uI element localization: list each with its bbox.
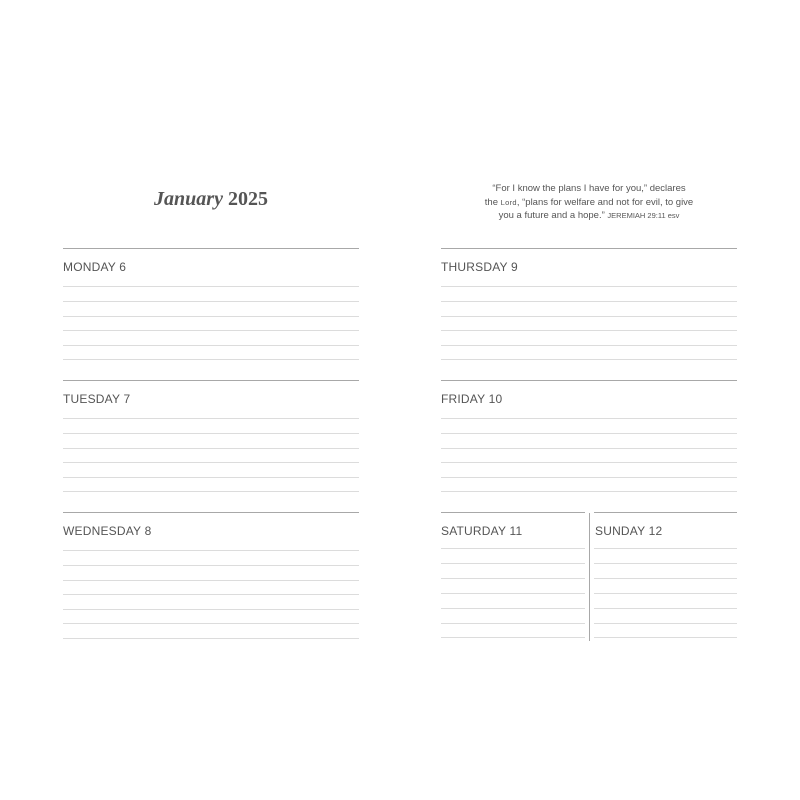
writing-line: [594, 578, 737, 579]
writing-line: [594, 563, 737, 564]
writing-line: [63, 462, 359, 463]
day-section-sunday[interactable]: [594, 512, 737, 641]
writing-line: [441, 593, 585, 594]
writing-line: [594, 623, 737, 624]
day-label: WEDNESDAY 8: [63, 524, 152, 538]
writing-line: [63, 433, 359, 434]
writing-line: [63, 418, 359, 419]
day-section-tuesday[interactable]: [63, 380, 359, 513]
quote-version: esv: [667, 211, 680, 220]
month-title: [63, 188, 359, 211]
writing-line: [441, 462, 737, 463]
writing-line: [63, 301, 359, 302]
writing-line: [594, 548, 737, 549]
writing-line: [63, 638, 359, 639]
writing-line: [441, 301, 737, 302]
day-section-friday[interactable]: [441, 380, 737, 513]
writing-line: [63, 623, 359, 624]
writing-line: [63, 594, 359, 595]
day-section-saturday[interactable]: [441, 512, 585, 641]
day-section-thursday[interactable]: [441, 248, 737, 381]
writing-line: [441, 608, 585, 609]
writing-line: [441, 330, 737, 331]
quote-line-3: you a future and a hope.”: [498, 210, 608, 221]
writing-line: [441, 433, 737, 434]
writing-line: [63, 330, 359, 331]
day-section-monday[interactable]: [63, 248, 359, 381]
writing-line: [63, 609, 359, 610]
writing-line: [441, 548, 585, 549]
writing-line: [594, 608, 737, 609]
writing-line: [63, 477, 359, 478]
writing-line: [594, 637, 737, 638]
writing-line: [441, 491, 737, 492]
month-name: January: [154, 188, 223, 210]
writing-line: [441, 448, 737, 449]
writing-line: [63, 491, 359, 492]
day-label: SATURDAY 11: [441, 524, 523, 538]
quote-lord: Lord: [500, 197, 517, 207]
writing-line: [594, 593, 737, 594]
year: 2025: [227, 188, 268, 210]
day-label: THURSDAY 9: [441, 260, 518, 274]
quote-line-1: “For I know the plans I have for you,” declares: [492, 183, 686, 194]
writing-line: [63, 316, 359, 317]
writing-line: [441, 359, 737, 360]
writing-line: [441, 578, 585, 579]
quote-line-2-start: the: [484, 196, 501, 208]
quote-line-2-end: , “plans for welfare and not for evil, to give: [516, 196, 694, 208]
writing-line: [441, 637, 585, 638]
day-label: FRIDAY 10: [441, 392, 503, 406]
day-section-wednesday[interactable]: [63, 512, 359, 641]
writing-line: [441, 477, 737, 478]
writing-line: [63, 550, 359, 551]
writing-line: [63, 345, 359, 346]
writing-line: [441, 316, 737, 317]
day-label: MONDAY 6: [63, 260, 127, 274]
quote-reference: JEREMIAH 29:11: [607, 211, 668, 220]
writing-line: [63, 565, 359, 566]
writing-line: [63, 580, 359, 581]
writing-line: [441, 418, 737, 419]
day-label: TUESDAY 7: [63, 392, 131, 406]
scripture-quote: [441, 182, 737, 223]
writing-line: [63, 286, 359, 287]
weekend-divider: [589, 513, 590, 641]
writing-line: [441, 345, 737, 346]
writing-line: [63, 359, 359, 360]
writing-line: [441, 286, 737, 287]
writing-line: [441, 623, 585, 624]
writing-line: [441, 563, 585, 564]
writing-line: [63, 448, 359, 449]
day-label: SUNDAY 12: [595, 524, 663, 538]
